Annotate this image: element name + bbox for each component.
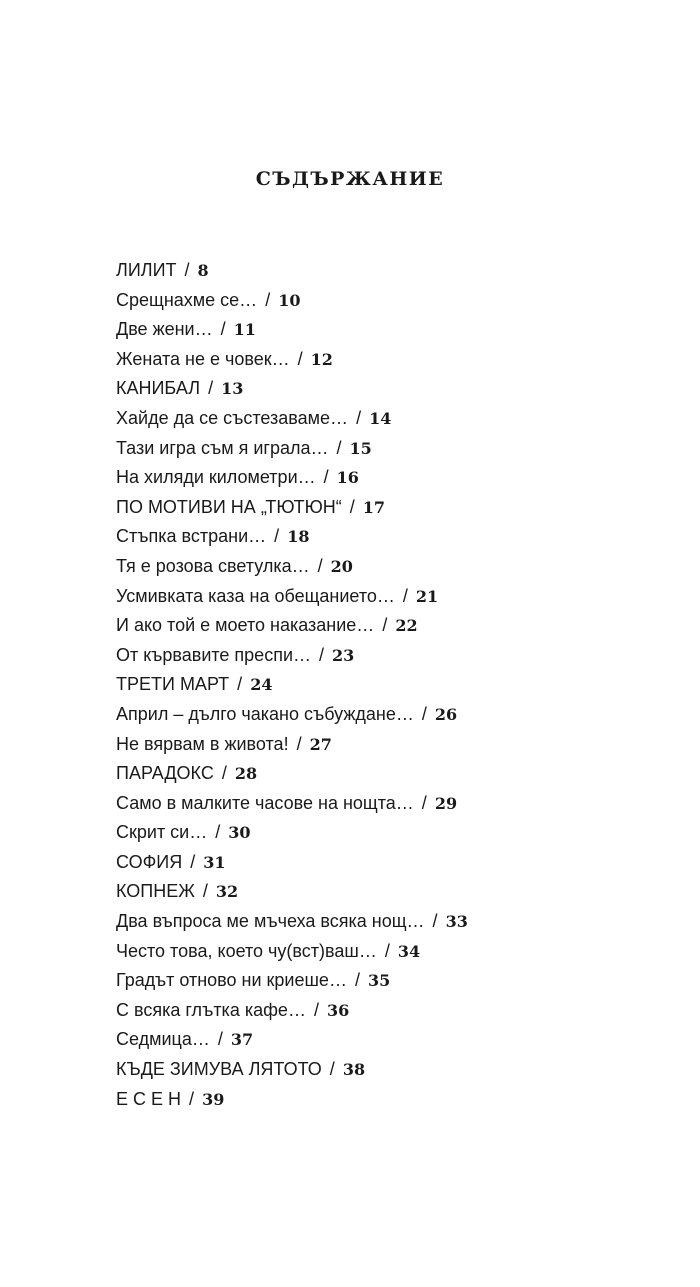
toc-separator: / [317, 555, 323, 576]
toc-title: СЪДЪРЖАНИЕ [255, 168, 445, 190]
toc-separator: / [421, 703, 427, 724]
toc-entry-title: Седмица… [116, 1029, 210, 1050]
toc-separator: / [215, 822, 221, 843]
toc-entry [116, 434, 676, 464]
toc-entry-title: Хайде да се състезаваме… [116, 407, 349, 428]
toc-entry [116, 700, 676, 730]
toc-entry-title: Градът отново ни криеше… [116, 970, 347, 991]
toc-separator: / [217, 1029, 223, 1050]
toc-separator: / [356, 407, 362, 428]
toc-page-number: 35 [368, 971, 391, 991]
toc-entry [116, 552, 676, 582]
toc-page-number: 11 [233, 320, 256, 340]
toc-separator: / [297, 348, 303, 369]
toc-separator: / [274, 526, 280, 547]
toc-entry [116, 522, 676, 552]
toc-entry [116, 818, 676, 848]
toc-entry-title: С всяка глътка кафе… [116, 999, 306, 1020]
toc-entry-title: ПАРАДОКС [116, 763, 214, 784]
toc-entry-title: КАНИБАЛ [116, 378, 201, 399]
toc-separator: / [421, 792, 427, 813]
toc-page-number: 37 [230, 1030, 254, 1050]
toc-entry [116, 670, 676, 700]
toc-separator: / [384, 940, 390, 961]
toc-separator: / [382, 615, 388, 636]
toc-entry-title: Често това, което чу(вст)ваш… [116, 940, 377, 961]
toc-entry [116, 759, 676, 789]
toc-entry [116, 315, 676, 345]
toc-separator: / [237, 674, 243, 695]
toc-page-number: 31 [203, 852, 226, 872]
toc-separator: / [265, 289, 271, 310]
toc-entry [116, 582, 676, 612]
toc-entry-title: Тя е розова светулка… [116, 555, 310, 576]
toc-page-number: 12 [310, 349, 333, 369]
toc-page-number: 10 [278, 290, 301, 310]
toc-page-number: 20 [330, 556, 353, 576]
toc-entry [116, 493, 676, 523]
toc-page-number: 39 [202, 1089, 225, 1109]
toc-page-number: 14 [369, 408, 392, 428]
toc-entry-title: Тази игра съм я играла… [116, 437, 329, 458]
toc-entry [116, 611, 676, 641]
toc-separator: / [336, 437, 342, 458]
toc-page-number: 13 [221, 379, 244, 399]
toc-entry [116, 1025, 676, 1055]
toc-entry [116, 789, 676, 819]
toc-entry [116, 730, 676, 760]
toc-page-number: 23 [332, 645, 355, 665]
toc-entry-title: Срещнахме се… [116, 289, 258, 310]
toc-entry [116, 404, 676, 434]
toc-separator: / [319, 644, 325, 665]
toc-list [116, 256, 676, 1114]
toc-separator: / [354, 970, 360, 991]
toc-entry [116, 937, 676, 967]
toc-page-number: 38 [342, 1060, 366, 1080]
toc-page-number: 34 [397, 941, 421, 961]
toc-entry [116, 877, 676, 907]
toc-entry-title: Не вярвам в живота! [116, 733, 289, 754]
toc-separator: / [189, 1088, 195, 1109]
toc-separator: / [402, 585, 408, 606]
toc-entry [116, 641, 676, 671]
toc-entry-title: ТРЕТИ МАРТ [116, 674, 230, 695]
toc-separator: / [208, 378, 214, 399]
toc-page-number: 28 [234, 764, 258, 784]
toc-page-number: 36 [327, 1000, 350, 1020]
toc-separator: / [323, 467, 329, 488]
toc-page-number: 17 [362, 497, 386, 517]
toc-separator: / [349, 496, 355, 517]
toc-entry-title: Два въпроса ме мъчеха всяка нощ… [116, 911, 425, 932]
toc-entry-title: ЛИЛИТ [116, 260, 177, 280]
toc-entry-title: И ако той е моето наказание… [116, 615, 375, 636]
toc-page-number: 24 [250, 675, 273, 695]
toc-entry-title: Усмивката каза на обещанието… [116, 585, 395, 606]
toc-page-number: 29 [434, 793, 458, 813]
toc-entry-title: Април – дълго чакано събуждане… [116, 703, 414, 724]
toc-entry-title: Само в малките часове на нощта… [116, 792, 414, 813]
toc-entry-title: КЪДЕ ЗИМУВА ЛЯТОТО [116, 1059, 322, 1080]
toc-page-number: 18 [287, 527, 310, 547]
toc-entry [116, 256, 676, 286]
toc-separator: / [296, 733, 302, 754]
toc-separator: / [432, 911, 438, 932]
toc-entry [116, 848, 676, 878]
toc-entry-title: ПО МОТИВИ НА „ТЮТЮН“ [116, 496, 342, 517]
toc-entry-title: Две жени… [116, 319, 213, 340]
toc-separator: / [220, 319, 226, 340]
toc-entry [116, 1055, 676, 1085]
toc-entry-title: На хиляди километри… [116, 467, 316, 488]
toc-entry-title: Жената не е човек… [116, 348, 290, 369]
toc-entry [116, 907, 676, 937]
toc-entry-title: СОФИЯ [116, 851, 183, 872]
toc-page-number: 33 [445, 912, 468, 932]
toc-entry [116, 463, 676, 493]
toc-entry [116, 966, 676, 996]
toc-entry [116, 996, 676, 1026]
toc-page-number: 8 [197, 261, 209, 280]
toc-page-number: 22 [395, 616, 418, 636]
toc-separator: / [313, 999, 319, 1020]
toc-separator: / [202, 881, 208, 902]
toc-page-number: 27 [309, 734, 332, 754]
toc-page-number: 16 [336, 468, 359, 488]
toc-entry [116, 1085, 676, 1115]
toc-entry-title: Е С Е Н [116, 1088, 182, 1109]
toc-entry-title: Скрит си… [116, 822, 208, 843]
toc-entry [116, 374, 676, 404]
toc-page-number: 30 [228, 823, 251, 843]
toc-separator: / [190, 851, 196, 872]
toc-entry-title: Стъпка встрани… [116, 526, 267, 547]
toc-page-number: 26 [434, 704, 458, 724]
toc-page-number: 32 [215, 882, 239, 902]
toc-separator: / [221, 763, 227, 784]
toc-separator: / [184, 260, 190, 280]
toc-page-number: 21 [415, 586, 439, 606]
toc-separator: / [329, 1059, 335, 1080]
toc-page-number: 15 [349, 438, 372, 458]
toc-entry [116, 286, 676, 316]
toc-entry-title: КОПНЕЖ [116, 881, 195, 902]
toc-entry [116, 345, 676, 375]
toc-entry-title: От кървавите преспи… [116, 644, 311, 665]
